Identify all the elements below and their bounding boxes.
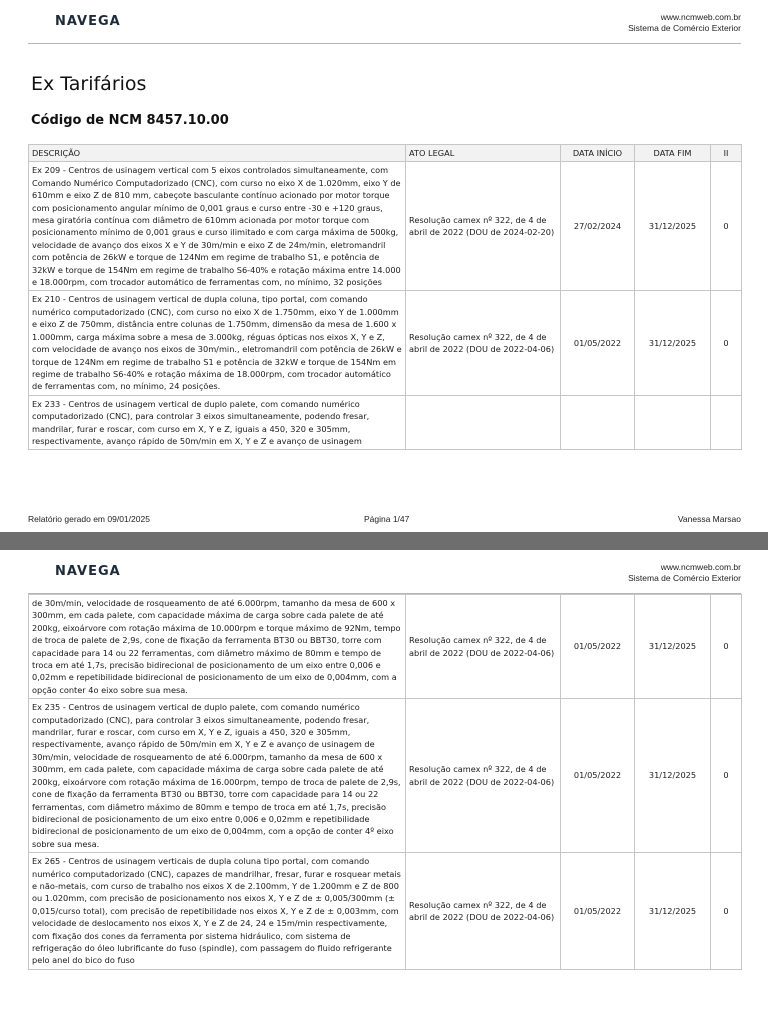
site-info (628, 12, 741, 34)
col-data-fim: DATA FIM (635, 145, 711, 162)
table-row (29, 699, 742, 853)
cell-data-fim: 31/12/2025 (635, 699, 711, 853)
cell-ii: 0 (711, 291, 742, 395)
table-row (29, 291, 742, 395)
col-ato-legal: ATO LEGAL (406, 145, 561, 162)
ex-tarifarios-table (28, 144, 742, 450)
cell-data-inicio: 01/05/2022 (561, 853, 635, 970)
cell-data-inicio: 01/05/2022 (561, 291, 635, 395)
col-descricao: DESCRIÇÃO (29, 145, 406, 162)
table-row (29, 162, 742, 291)
col-ii: II (711, 145, 742, 162)
cell-ato-legal: Resolução camex nº 322, de 4 de abril de 2022 (DOU de 2024-02-20) (406, 162, 561, 291)
ex-tarifarios-table-continued (28, 594, 742, 970)
cell-ii: 0 (711, 162, 742, 291)
cell-ato-legal (406, 395, 561, 450)
cell-descricao: Ex 209 - Centros de usinagem vertical com 5 eixos controlados simultaneamente, com Comando Numérico Computadorizado (CNC), com curso no eixo X de 1.020mm, eixo Y de 610mm e eixo Z de 810 mm, cabeçote basculante contínuo acionado por motor torque com posicionamento angular mínimo de 0,001 graus e curso entre -30 e +120 graus, mesa giratória contínua com diâmetro de 610mm acionada por motor torque com posicionamento mínimo de 0,001 graus e curso ilimitado e com carga máxima de 500kg, velocidade de avanço dos eixos X e Y de 30m/min e eixo Z de 24m/min, eletromandril com potência de 26kW e torque de 124Nm em regime de trabalho S1, e potência de 32kW e torque de 154Nm em regime de trabalho S6-40% e rotação máxima entre 14.000 e 18.000rpm, com trocador automático de ferramentas com, no mínimo, 32 posições (29, 162, 406, 291)
header-divider (28, 43, 741, 44)
cell-ato-legal: Resolução camex nº 322, de 4 de abril de 2022 (DOU de 2022-04-06) (406, 853, 561, 970)
cell-ato-legal: Resolução camex nº 322, de 4 de abril de 2022 (DOU de 2022-04-06) (406, 699, 561, 853)
table-row (29, 853, 742, 970)
cell-data-inicio: 01/05/2022 (561, 699, 635, 853)
site-url: www.ncmweb.com.br (660, 12, 741, 22)
cell-data-inicio: 01/05/2022 (561, 595, 635, 699)
brand-logo: NAVEGA (55, 14, 121, 29)
cell-data-inicio (561, 395, 635, 450)
cell-ii: 0 (711, 595, 742, 699)
page-number: Página 1/47 (364, 514, 410, 524)
page-header (0, 550, 768, 594)
cell-descricao: de 30m/min, velocidade de rosqueamento de até 6.000rpm, tamanho da mesa de 600 x 300mm, em cada palete, com capacidade máxima de carga sobre cada palete de até 200kg, eixoárvore com rotação máxima de 10.000rpm e torque máximo de 92Nm, tempo de troca de palete de 2,9s, cone de fixação da ferramenta BT30 ou BBT30, torre com capacidade para 14 ou 22 ferramentas, com diâmetro máximo de 80mm e tempo de troca em até 1,7s, precisão bidirecional de posicionamento de um eixo entre 0,006 e 0,02mm e repetibilidade bidirecional de posicionamento de um eixo de 0,004mm, com a opção conter 4o eixo sobre sua mesa. (29, 595, 406, 699)
site-name: Sistema de Comércio Exterior (628, 573, 741, 583)
cell-ii (711, 395, 742, 450)
ncm-code-heading: Código de NCM 8457.10.00 (31, 113, 229, 128)
cell-descricao: Ex 233 - Centros de usinagem vertical de duplo palete, com comando numérico computadorizado (CNC), para controlar 3 eixos simultaneamente, podendo fresar, mandrilar, furar e roscar, com curso em X, Y e Z, iguais a 450, 320 e 305mm, respectivamente, avanço rápido de 50m/min em X, Y e Z e avanço de usinagem (29, 395, 406, 450)
page-title: Ex Tarifários (31, 73, 147, 95)
brand-logo: NAVEGA (55, 564, 121, 579)
cell-ii: 0 (711, 699, 742, 853)
cell-descricao: Ex 265 - Centros de usinagem verticais de dupla coluna tipo portal, com comando numérico computadorizado (CNC), capazes de mandrilhar, fresar, furar e rosquear metais e não-metais, com curso de trabalho nos eixos X de 2.100mm, Y de 1.200mm e Z de 800 ou 1.020mm, com precisão de posicionamento nos eixos X, Y e Z de ± 0,005/300mm (± 0,015/curso total), com precisão de repetibilidade nos eixos X, Y e Z de ± 0,003mm, com velocidade de deslocamento nos eixos X, Y e Z de 24, 24 e 15m/min respectivamente, com fixação dos cones da ferramenta por sistema hidráulico, com sistema de refrigeração do óleo lubrificante do fuso (spindle), com passagem do fluido refrigerante pelo anel do bico do fuso (29, 853, 406, 970)
site-name: Sistema de Comércio Exterior (628, 23, 741, 33)
cell-data-fim: 31/12/2025 (635, 291, 711, 395)
cell-data-fim: 31/12/2025 (635, 162, 711, 291)
col-data-inicio: DATA INÍCIO (561, 145, 635, 162)
table-header-row (29, 145, 742, 162)
cell-descricao: Ex 235 - Centros de usinagem vertical de duplo palete, com comando numérico computadorizado (CNC), para controlar 3 eixos simultaneamente, podendo fresar, mandrilar, furar e roscar, com curso em X, Y e Z, iguais a 450, 320 e 305mm, respectivamente, avanço rápido de 50m/min em X, Y e Z e avanço de usinagem de 30m/min, velocidade de rosqueamento de até 6.000rpm, tamanho da mesa de 600 x 300mm, em cada palete, com capacidade máxima de carga sobre cada palete de até 200kg, eixoárvore com rotação máxima de 16.000rpm, tempo de troca de palete de 2,9s, cone de fixação da ferramenta BT30 ou BBT30, torre com capacidade para 14 ou 22 ferramentas, com diâmetro máximo de 80mm e tempo de troca em até 1,7s, precisão bidirecional de posicionamento de um eixo entre 0,006 e 0,02mm e repetibilidade bidirecional de posicionamento de um eixo de 0,004mm, com a opção de conter 4º eixo sobre sua mesa. (29, 699, 406, 853)
cell-descricao: Ex 210 - Centros de usinagem vertical de dupla coluna, tipo portal, com comando numérico computadorizado (CNC), com curso no eixo X de 1.750mm, eixo Y de 1.000mm e eixo Z de 750mm, distância entre colunas de 1.750mm, dimensão da mesa de 1.600 x 1.000mm, carga máxima sobre a mesa de 3.000kg, réguas ópticas nos eixos X, Y e Z, com velocidade de avanço nos eixos de 30m/min., eletromandril com potência de 26kW e torque de 124Nm em regime de trabalho S1 e potência de 32kW e torque de 154Nm em regime de trabalho S6-40% e rotação máxima de 18.000rpm, com trocador automático de ferramentas com, no mínimo, 24 posições. (29, 291, 406, 395)
cell-data-fim: 31/12/2025 (635, 853, 711, 970)
report-generated-date: Relatório gerado em 09/01/2025 (28, 514, 150, 524)
cell-ato-legal: Resolução camex nº 322, de 4 de abril de 2022 (DOU de 2022-04-06) (406, 595, 561, 699)
cell-data-fim (635, 395, 711, 450)
site-url: www.ncmweb.com.br (660, 562, 741, 572)
site-info (628, 562, 741, 584)
table-row (29, 395, 742, 450)
cell-data-inicio: 27/02/2024 (561, 162, 635, 291)
table-row (29, 595, 742, 699)
cell-data-fim: 31/12/2025 (635, 595, 711, 699)
page-header (0, 0, 768, 44)
cell-ato-legal: Resolução camex nº 322, de 4 de abril de 2022 (DOU de 2022-04-06) (406, 291, 561, 395)
user-name: Vanessa Marsao (677, 514, 741, 524)
cell-ii: 0 (711, 853, 742, 970)
